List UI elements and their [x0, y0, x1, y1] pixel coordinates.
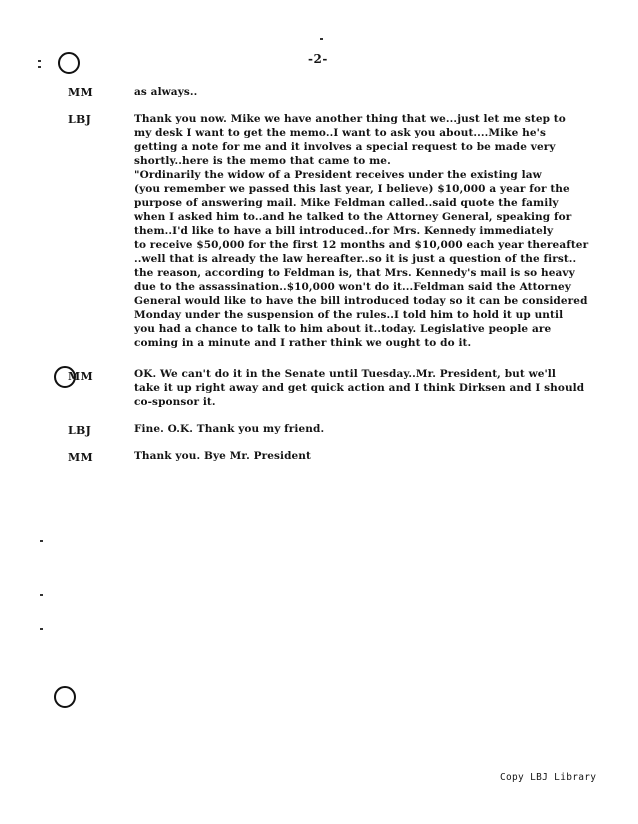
- speaker-label: MM: [68, 86, 93, 99]
- speaker-label: LBJ: [68, 424, 92, 437]
- dialogue-line: getting a note for me and it involves a special request to be made very: [134, 141, 556, 153]
- dialogue-line: co-sponsor it.: [134, 396, 216, 408]
- dialogue-line: Thank you. Bye Mr. President: [134, 450, 311, 462]
- dialogue-line: my desk I want to get the memo..I want to ask you about....Mike he's: [134, 127, 546, 139]
- dialogue-line: OK. We can't do it in the Senate until Tuesday..Mr. President, but we'll: [134, 368, 556, 380]
- dialogue-line: to receive $50,000 for the first 12 months and $10,000 each year thereafter: [134, 239, 589, 251]
- dialogue-line: Thank you now. Mike we have another thing that we...just let me step to: [134, 113, 566, 125]
- scan-mark: [40, 540, 43, 542]
- dialogue-line: "Ordinarily the widow of a President receives under the existing law: [134, 169, 542, 181]
- dialogue-line: ..well that is already the law hereafter..so it is just a question of the first..: [134, 253, 577, 265]
- scan-mark: [38, 60, 41, 62]
- dialogue-line: (you remember we passed this last year, I believe) $10,000 a year for the: [134, 183, 570, 195]
- dialogue-line: Fine. O.K. Thank you my friend.: [134, 423, 325, 435]
- scan-mark: [40, 628, 43, 630]
- scan-mark: [320, 38, 323, 40]
- dialogue-line: General would like to have the bill introduced today so it can be considered: [134, 295, 588, 307]
- dialogue-line: them..I'd like to have a bill introduced..for Mrs. Kennedy immediately: [134, 225, 554, 237]
- scan-mark: [40, 594, 43, 596]
- punch-hole-top: [58, 52, 80, 74]
- speaker-label: MM: [68, 451, 93, 464]
- dialogue-line: when I asked him to..and he talked to the Attorney General, speaking for: [134, 211, 572, 223]
- dialogue-line: due to the assassination..$10,000 won't do it...Feldman said the Attorney: [134, 281, 571, 293]
- dialogue-line: take it up right away and get quick action and I think Dirksen and I should: [134, 382, 585, 394]
- speaker-label: LBJ: [68, 113, 92, 126]
- dialogue-line: coming in a minute and I rather think we ought to do it.: [134, 337, 472, 349]
- dialogue-line: Monday under the suspension of the rules..I told him to hold it up until: [134, 309, 564, 321]
- library-footer: Copy LBJ Library: [500, 772, 597, 783]
- dialogue-line: shortly..here is the memo that came to me.: [134, 155, 391, 167]
- scan-mark: [38, 66, 41, 68]
- dialogue-line: the reason, according to Feldman is, that Mrs. Kennedy's mail is so heavy: [134, 267, 575, 279]
- page-number: -2-: [308, 52, 328, 66]
- dialogue-line: you had a chance to talk to him about it..today. Legislative people are: [134, 323, 552, 335]
- punch-hole-bottom: [54, 686, 76, 708]
- dialogue-line: purpose of answering mail. Mike Feldman called..said quote the family: [134, 197, 559, 209]
- dialogue-line: as always..: [134, 86, 198, 98]
- speaker-label: MM: [68, 370, 93, 383]
